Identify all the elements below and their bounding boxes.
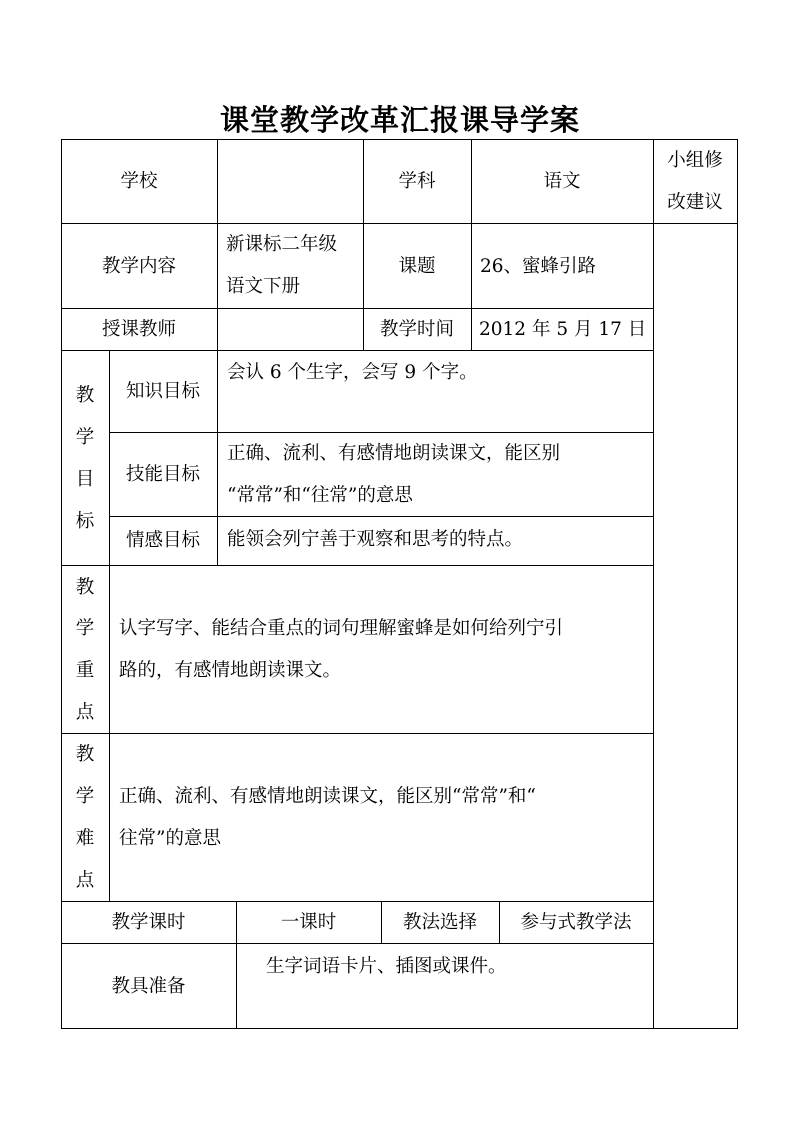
table-line bbox=[61, 223, 738, 224]
school-label: 学校 bbox=[120, 171, 158, 192]
method-value: 参与式教学法 bbox=[520, 912, 632, 933]
table-line bbox=[109, 516, 654, 517]
table-line bbox=[61, 901, 654, 902]
focus-label-char: 重 bbox=[75, 660, 95, 681]
table-line bbox=[61, 350, 654, 351]
emotion-goal-label: 情感目标 bbox=[125, 530, 200, 551]
focus-line1: 认字写字、能结合重点的词句理解蜜蜂是如何给列宁引 bbox=[119, 618, 564, 639]
table-line bbox=[217, 350, 218, 565]
hours-label: 教学课时 bbox=[111, 912, 186, 933]
subject-value: 语文 bbox=[543, 171, 581, 192]
suggestion-header-line2: 改建议 bbox=[667, 192, 723, 213]
table-line bbox=[61, 565, 654, 566]
focus-label-char: 学 bbox=[75, 618, 95, 639]
table-line bbox=[217, 308, 218, 350]
table-line bbox=[653, 139, 654, 1029]
tools-value: 生字词语卡片、插图或课件。 bbox=[266, 956, 507, 977]
focus-label-char: 点 bbox=[75, 702, 95, 723]
subject-label: 学科 bbox=[398, 171, 436, 192]
difficulty-label-char: 点 bbox=[75, 870, 95, 891]
focus-line2: 路的，有感情地朗读课文。 bbox=[119, 660, 342, 681]
goals-label-char: 目 bbox=[75, 469, 95, 490]
skill-goal-line2: “常常”和“往常”的意思 bbox=[227, 485, 413, 506]
method-label: 教法选择 bbox=[402, 912, 477, 933]
time-label: 教学时间 bbox=[379, 319, 454, 340]
goals-label-char: 学 bbox=[75, 427, 95, 448]
difficulty-label-char: 难 bbox=[75, 828, 95, 849]
page-title: 课堂教学改革汇报课导学案 bbox=[219, 103, 580, 137]
table-line bbox=[109, 432, 654, 433]
hours-value: 一课时 bbox=[280, 912, 337, 933]
tools-label: 教具准备 bbox=[111, 976, 186, 997]
teacher-label: 授课教师 bbox=[101, 319, 176, 340]
difficulty-line2: 往常”的意思 bbox=[119, 828, 221, 849]
table-line bbox=[61, 733, 654, 734]
difficulty-line1: 正确、流利、有感情地朗读课文，能区别“常常”和“ bbox=[119, 786, 536, 807]
skill-goal-line1: 正确、流利、有感情地朗读课文，能区别 bbox=[227, 443, 561, 464]
table-line bbox=[737, 139, 738, 1029]
suggestion-header-line1: 小组修 bbox=[667, 150, 723, 171]
emotion-goal-value: 能领会列宁善于观察和思考的特点。 bbox=[227, 529, 524, 550]
knowledge-goal-label: 知识目标 bbox=[125, 381, 200, 402]
table-line bbox=[61, 139, 738, 140]
content-value-line2: 语文下册 bbox=[226, 276, 301, 297]
time-value: 2012 年 5 月 17 日 bbox=[479, 319, 647, 340]
topic-value: 26、蜜蜂引路 bbox=[480, 256, 597, 277]
knowledge-goal-value: 会认 6 个生字，会写 9 个字。 bbox=[227, 362, 478, 383]
table-line bbox=[61, 943, 654, 944]
table-line bbox=[61, 308, 654, 309]
content-value-line1: 新课标二年级 bbox=[226, 234, 338, 255]
table-line bbox=[61, 1028, 738, 1029]
skill-goal-label: 技能目标 bbox=[125, 464, 200, 485]
difficulty-label-char: 教 bbox=[75, 744, 95, 765]
focus-label-char: 教 bbox=[75, 577, 95, 598]
goals-label-char: 标 bbox=[75, 511, 95, 532]
topic-label: 课题 bbox=[398, 256, 436, 277]
difficulty-label-char: 学 bbox=[75, 786, 95, 807]
goals-label-char: 教 bbox=[75, 385, 95, 406]
table-line bbox=[109, 350, 110, 901]
content-label: 教学内容 bbox=[101, 256, 176, 277]
table-line bbox=[217, 139, 218, 308]
